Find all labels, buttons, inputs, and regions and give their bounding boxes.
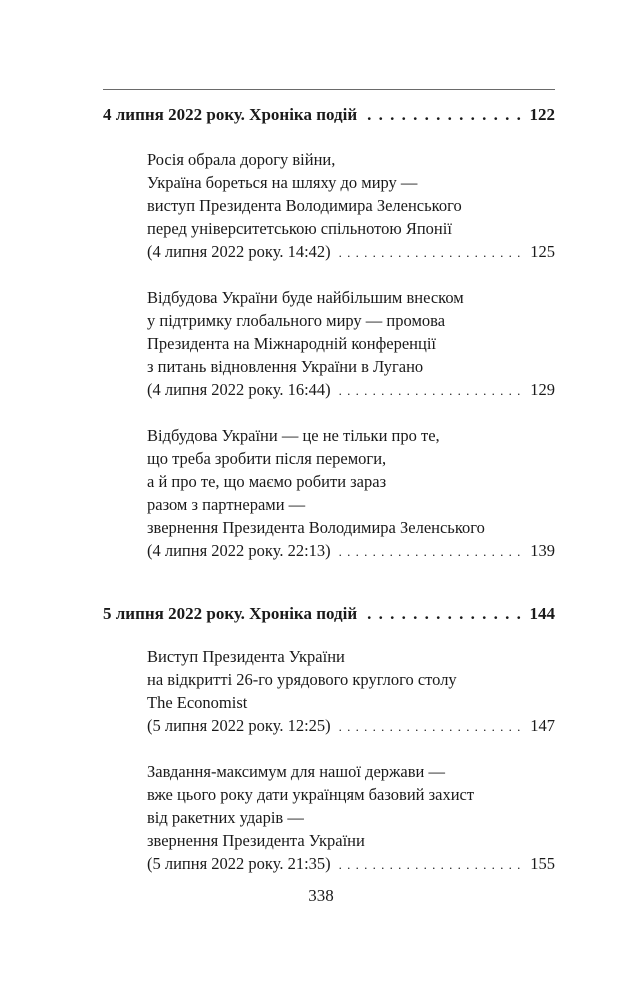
entry-date: (4 липня 2022 року. 22:13) [147,541,331,560]
entry-line: вже цього року дати українцям базовий захист [147,785,475,804]
entry-line: Росія обрала дорогу війни, [147,150,336,169]
entry-line: звернення Президента України [147,831,365,850]
entry-line: Україна бореться на шляху до миру — [147,173,418,192]
entry-line: виступ Президента Володимира Зеленського [147,196,462,215]
entry-date: (4 липня 2022 року. 16:44) [147,380,331,399]
dot-leader [339,715,525,738]
entry-line: перед університетською спільнотою Японії [147,219,452,238]
entry-date: (5 липня 2022 року. 21:35) [147,854,331,873]
entry-line: Відбудова України — це не тільки про те, [147,426,440,445]
dot-leader [339,540,525,563]
entry-date: (5 липня 2022 року. 12:25) [147,716,331,735]
dot-leader [367,104,523,126]
dot-leader [339,853,525,876]
entry-line: що треба зробити після перемоги, [147,449,387,468]
entry-page: 125 [530,242,555,261]
toc-section-heading[interactable] [103,603,555,625]
entry-page: 147 [530,716,555,735]
section-title: 5 липня 2022 року. Хроніка подій [103,604,358,623]
entry-page: 155 [530,854,555,873]
top-rule [103,89,555,90]
dot-leader [339,379,525,402]
entry-line: на відкритті 26-го урядового круглого столу [147,670,457,689]
entry-line: з питань відновлення України в Лугано [147,357,424,376]
entry-line: The Economist [147,693,248,712]
section-page: 144 [529,604,555,623]
toc-entry[interactable] [147,760,555,876]
entry-line: разом з партнерами — [147,495,306,514]
entry-line: у підтримку глобального миру — промова [147,311,446,330]
toc-entry[interactable] [147,286,555,402]
section-page: 122 [529,105,555,124]
entry-line: Президента на Міжнародній конференції [147,334,436,353]
section-title: 4 липня 2022 року. Хроніка подій [103,105,358,124]
toc-entry[interactable] [147,148,555,264]
toc-entry[interactable] [147,424,555,563]
entry-line: від ракетних ударів — [147,808,304,827]
dot-leader [339,241,525,264]
toc-entry[interactable] [147,645,555,738]
entry-page: 129 [530,380,555,399]
dot-leader [367,603,523,625]
entry-line: Виступ Президента України [147,647,345,666]
entry-page: 139 [530,541,555,560]
entry-line: а й про те, що маємо робити зараз [147,472,387,491]
toc-section-heading[interactable] [103,104,555,126]
entry-line: звернення Президента Володимира Зеленського [147,518,485,537]
page-number: 338 [308,886,334,905]
entry-date: (4 липня 2022 року. 14:42) [147,242,331,261]
entry-line: Відбудова України буде найбільшим внеском [147,288,464,307]
entry-line: Завдання-максимум для нашої держави — [147,762,445,781]
